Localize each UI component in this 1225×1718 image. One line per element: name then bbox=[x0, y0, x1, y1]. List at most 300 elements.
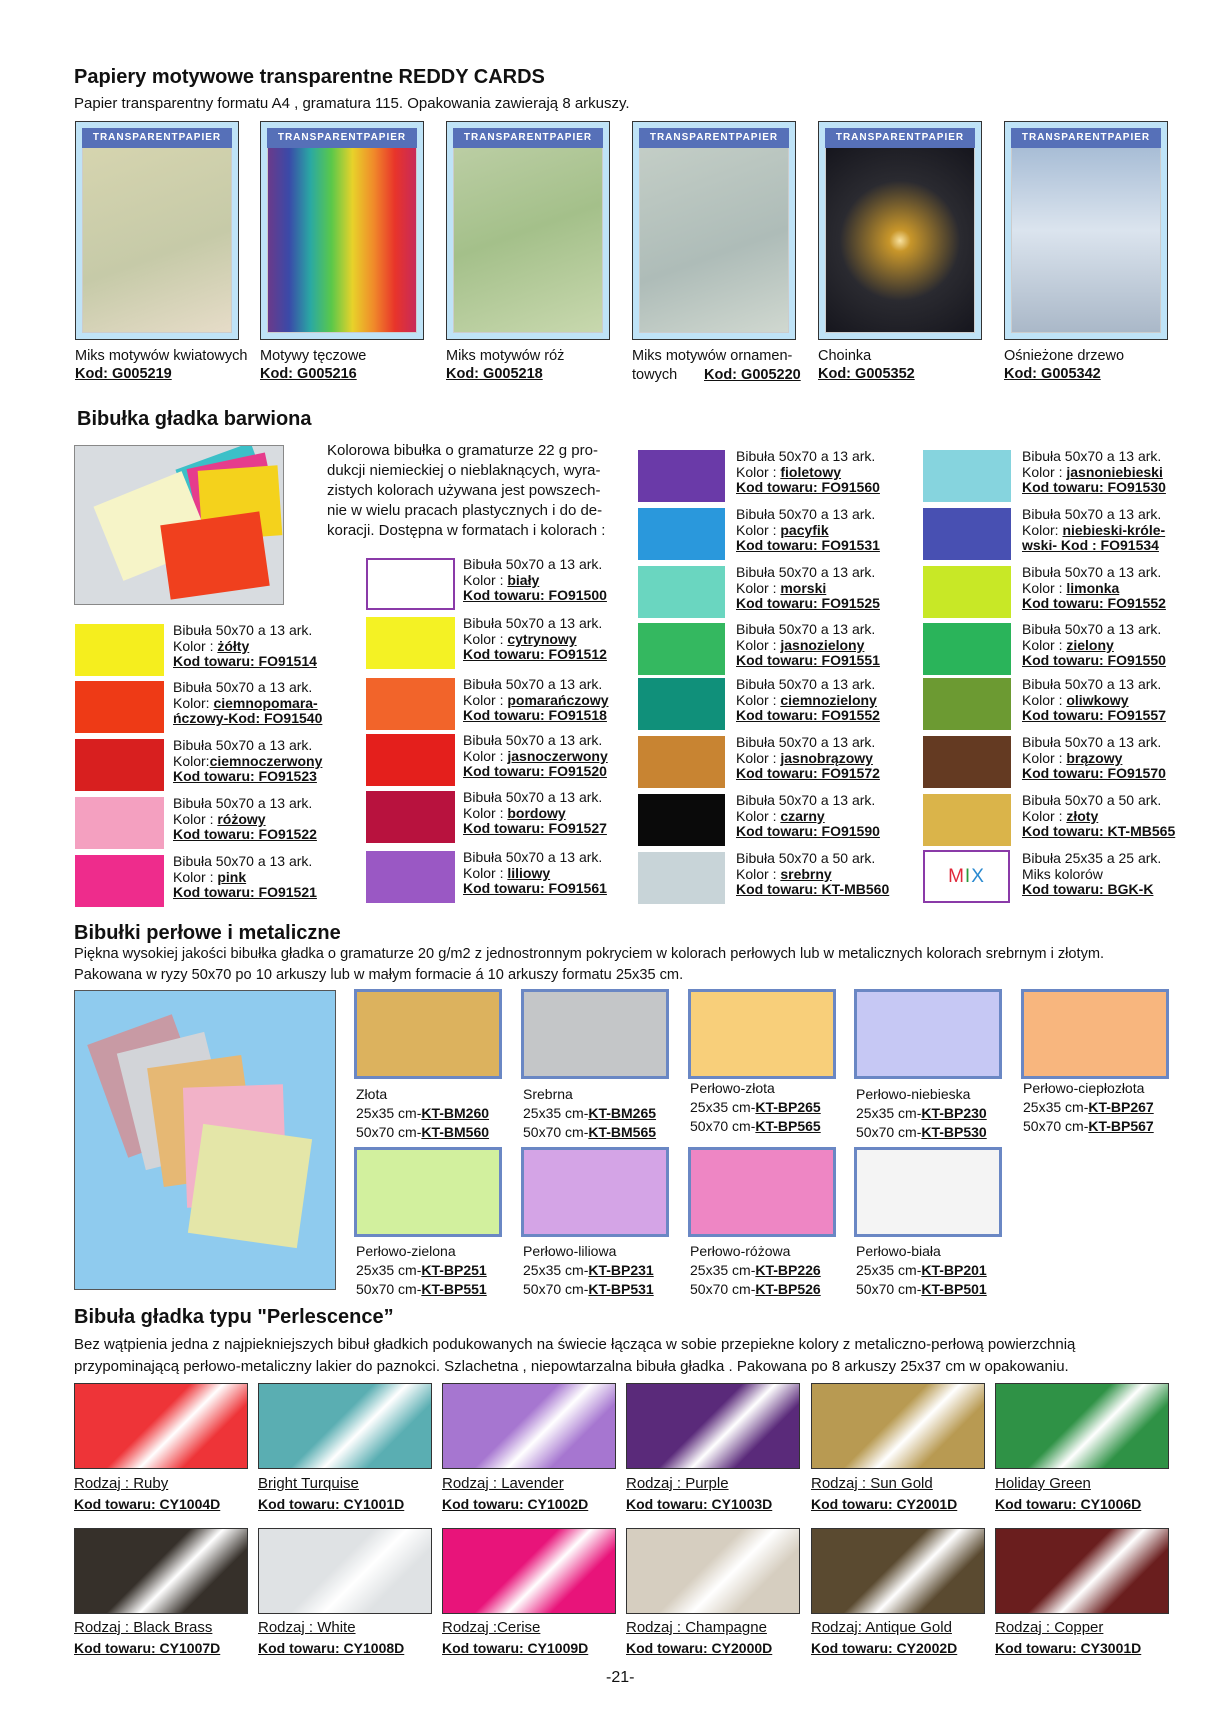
page-number: -21- bbox=[606, 1669, 635, 1686]
pearl-size: 25x35 cm- bbox=[523, 1262, 589, 1278]
tissue-code: Kod towaru: FO91561 bbox=[463, 880, 607, 897]
tissue-photo bbox=[74, 445, 284, 605]
tissue-color-line bbox=[173, 639, 317, 655]
pearl-name: Perłowo-liliowa bbox=[523, 1243, 617, 1259]
tissue-code: Kod towaru: FO91523 bbox=[173, 768, 317, 785]
pearl-code: KT-BP565 bbox=[755, 1118, 821, 1134]
tissue-color-line bbox=[736, 523, 880, 539]
perlescence-name: Rodzaj : Ruby bbox=[74, 1475, 169, 1492]
perlescence-swatch bbox=[258, 1528, 432, 1614]
tissue-code: Kod towaru: FO91522 bbox=[173, 826, 317, 843]
product-pack-image bbox=[267, 128, 417, 333]
product-pack-banner: TRANSPARENTPAPIER bbox=[453, 128, 603, 148]
color-swatch bbox=[638, 450, 725, 502]
tissue-color-line bbox=[463, 573, 607, 589]
pearl-code: KT-BP526 bbox=[755, 1281, 821, 1297]
perlescence-code: Kod towaru: CY1003D bbox=[626, 1496, 773, 1512]
tissue-color-label: Kolor : bbox=[736, 636, 781, 653]
tissue-color-value: niebieski-króle- bbox=[1062, 521, 1166, 538]
tissue-color-label: Kolor : bbox=[1022, 636, 1067, 653]
tissue-label bbox=[1022, 449, 1166, 496]
pearl-code: KT-BP251 bbox=[421, 1262, 487, 1278]
pearl-code: KT-BP226 bbox=[755, 1262, 821, 1278]
tissue-desc-line: nie w wielu pracach plastycznych i do de- bbox=[327, 502, 603, 519]
color-swatch bbox=[366, 851, 455, 903]
tissue-label bbox=[1022, 793, 1175, 840]
tissue-code: Kod towaru: BGK-K bbox=[1022, 881, 1154, 898]
tissue-code: Kod towaru: FO91552 bbox=[1022, 595, 1166, 612]
tissue-code: Kod towaru: KT-MB565 bbox=[1022, 823, 1176, 840]
perlescence-label bbox=[811, 1618, 957, 1658]
tissue-color-value: jasnoczerwony bbox=[507, 747, 608, 764]
color-swatch bbox=[75, 855, 164, 907]
tissue-label bbox=[1022, 565, 1166, 612]
perlescence-name: Rodzaj : Black Brass bbox=[74, 1619, 213, 1636]
tissue-size: Bibuła 50x70 a 13 ark. bbox=[173, 622, 313, 638]
perlescence-desc-line-1: Bez wątpienia jedna z najpiekniejszych bibuł gładkich podukowanych na świecie łącząca w sobie przepiekne kolory z metaliczno-perłową powierzchnią bbox=[74, 1336, 1076, 1353]
pearl-code: KT-BP567 bbox=[1088, 1118, 1154, 1134]
tissue-label bbox=[173, 623, 317, 670]
tissue-color-label: Kolor : bbox=[173, 637, 218, 654]
product-code-text: Kod: G005342 bbox=[1004, 366, 1101, 382]
tissue-code: Kod towaru: FO91590 bbox=[736, 823, 880, 840]
pearl-code: KT-BM260 bbox=[421, 1105, 490, 1121]
tissue-color-label: Kolor : bbox=[463, 630, 508, 647]
tissue-size: Bibuła 50x70 a 13 ark. bbox=[1022, 564, 1162, 580]
pearl-swatch bbox=[354, 989, 502, 1079]
tissue-label bbox=[463, 850, 607, 897]
pearl-size: 25x35 cm- bbox=[356, 1262, 422, 1278]
product-pack bbox=[446, 121, 610, 340]
product-name: Miks motywów ornamen- bbox=[632, 348, 793, 364]
tissue-desc-line: koracji. Dostępna w formatach i kolorach : bbox=[327, 522, 606, 539]
color-swatch bbox=[638, 794, 725, 846]
color-swatch bbox=[638, 736, 725, 788]
tissue-color-line bbox=[1022, 638, 1166, 654]
tissue-color-label: Kolor : bbox=[1022, 691, 1067, 708]
perlescence-desc-line-2: przypominającą perłowo-metaliczny lakier do paznokci. Szlachetna , niepowtarzalna bibuła gładka . Pakowana po 8 arkuszy 25x37 cm w opakowaniu. bbox=[74, 1358, 1069, 1375]
tissue-color-line bbox=[1022, 867, 1161, 883]
perlescence-name: Rodzaj : Lavender bbox=[442, 1475, 564, 1492]
tissue-size: Bibuła 25x35 a 25 ark. bbox=[1022, 850, 1162, 866]
tissue-color-value: pomarańczowy bbox=[507, 691, 609, 708]
perlescence-code: Kod towaru: CY1009D bbox=[442, 1640, 589, 1656]
pearl-label bbox=[523, 1242, 654, 1299]
tissue-color-line bbox=[736, 638, 880, 654]
color-swatch bbox=[923, 566, 1011, 618]
tissue-size: Bibuła 50x70 a 13 ark. bbox=[736, 564, 876, 580]
perlescence-name: Rodzaj : White bbox=[258, 1619, 356, 1636]
perlescence-swatch bbox=[74, 1383, 248, 1469]
tissue-color-label: Kolor : bbox=[1022, 463, 1067, 480]
tissue-size: Bibuła 50x70 a 13 ark. bbox=[1022, 506, 1162, 522]
perlescence-swatch bbox=[626, 1383, 800, 1469]
color-swatch bbox=[75, 681, 164, 733]
color-swatch bbox=[366, 558, 455, 610]
pearl-name: Perłowo-różowa bbox=[690, 1243, 791, 1259]
tissue-code: ńczowy-Kod: FO91540 bbox=[173, 710, 323, 727]
tissue-code: Kod towaru: FO91520 bbox=[463, 763, 607, 780]
product-code bbox=[1004, 367, 1101, 383]
color-swatch bbox=[923, 623, 1011, 675]
tissue-color-line bbox=[736, 867, 889, 883]
perlescence-code: Kod towaru: CY2002D bbox=[811, 1640, 958, 1656]
perlescence-label bbox=[626, 1618, 772, 1658]
tissue-label bbox=[173, 738, 322, 785]
tissue-color-label: Miks kolorów bbox=[1022, 865, 1103, 882]
tissue-code: Kod towaru: FO91552 bbox=[736, 707, 880, 724]
pearl-swatch bbox=[688, 989, 836, 1079]
product-name-cont: towych bbox=[632, 367, 678, 383]
perlescence-swatch bbox=[258, 1383, 432, 1469]
perlescence-name: Rodzaj : Sun Gold bbox=[811, 1475, 933, 1492]
tissue-description bbox=[327, 441, 605, 541]
tissue-color-label: Kolor : bbox=[1022, 749, 1067, 766]
product-pack-banner: TRANSPARENTPAPIER bbox=[267, 128, 417, 148]
tissue-color-line bbox=[1022, 465, 1166, 481]
color-swatch bbox=[923, 678, 1011, 730]
product-code-text: Kod: G005220 bbox=[704, 367, 801, 383]
pearl-size: 25x35 cm- bbox=[523, 1105, 589, 1121]
tissue-color-value: żółty bbox=[217, 637, 250, 654]
tissue-color-value: pacyfik bbox=[780, 521, 829, 538]
perlescence-label bbox=[258, 1618, 404, 1658]
product-code bbox=[704, 368, 801, 384]
pearl-size: 50x70 cm- bbox=[523, 1281, 589, 1297]
tissue-code: Kod towaru: FO91518 bbox=[463, 707, 607, 724]
tissue-label bbox=[173, 854, 317, 901]
tissue-color-line bbox=[173, 870, 317, 886]
tissue-size: Bibuła 50x70 a 50 ark. bbox=[736, 850, 876, 866]
perlescence-code: Kod towaru: CY1002D bbox=[442, 1496, 589, 1512]
mix-swatch bbox=[923, 850, 1010, 903]
pearl-swatch bbox=[521, 1147, 669, 1237]
pearl-size: 50x70 cm- bbox=[690, 1281, 756, 1297]
tissue-size: Bibuła 50x70 a 13 ark. bbox=[173, 795, 313, 811]
perlescence-swatch bbox=[995, 1383, 1169, 1469]
tissue-color-line bbox=[173, 754, 322, 770]
tissue-color-label: Kolor : bbox=[173, 868, 218, 885]
pearl-label bbox=[690, 1079, 821, 1136]
pearl-code: KT-BP501 bbox=[921, 1281, 987, 1297]
pearl-size: 50x70 cm- bbox=[356, 1124, 422, 1140]
tissue-color-line bbox=[463, 806, 607, 822]
pearl-code: KT-BM565 bbox=[588, 1124, 657, 1140]
pearl-code: KT-BP530 bbox=[921, 1124, 987, 1140]
tissue-color-value: czarny bbox=[780, 807, 825, 824]
tissue-label bbox=[1022, 507, 1165, 554]
tissue-size: Bibuła 50x70 a 13 ark. bbox=[463, 849, 603, 865]
pearl-label bbox=[690, 1242, 821, 1299]
tissue-color-line bbox=[736, 581, 880, 597]
pearl-swatch bbox=[688, 1147, 836, 1237]
perlescence-swatch bbox=[995, 1528, 1169, 1614]
tissue-color-value: brązowy bbox=[1066, 749, 1123, 766]
pearl-code: KT-BP267 bbox=[1088, 1099, 1154, 1115]
pearl-label bbox=[856, 1085, 987, 1142]
perlescence-code: Kod towaru: CY1004D bbox=[74, 1496, 221, 1512]
color-swatch bbox=[923, 794, 1011, 846]
tissue-color-line bbox=[463, 632, 607, 648]
perlescence-code: Kod towaru: CY3001D bbox=[995, 1640, 1142, 1656]
color-swatch bbox=[638, 852, 725, 904]
pearl-code: KT-BP230 bbox=[921, 1105, 987, 1121]
tissue-color-line bbox=[1022, 581, 1166, 597]
section-title-pearl: Bibułki perłowe i metaliczne bbox=[74, 922, 341, 944]
tissue-color-line bbox=[1022, 693, 1166, 709]
pearl-size: 50x70 cm- bbox=[690, 1118, 756, 1134]
mix-letter-x: X bbox=[971, 866, 985, 887]
product-pack-image bbox=[1011, 128, 1161, 333]
tissue-label bbox=[173, 796, 317, 843]
product-pack-banner: TRANSPARENTPAPIER bbox=[1011, 128, 1161, 148]
pearl-code: KT-BP531 bbox=[588, 1281, 654, 1297]
tissue-label bbox=[736, 677, 880, 724]
tissue-size: Bibuła 50x70 a 13 ark. bbox=[463, 615, 603, 631]
product-name: Motywy tęczowe bbox=[260, 348, 367, 364]
pearl-size: 25x35 cm- bbox=[356, 1105, 422, 1121]
tissue-size: Bibuła 50x70 a 13 ark. bbox=[1022, 734, 1162, 750]
pearl-label bbox=[523, 1085, 656, 1142]
tissue-color-value: bordowy bbox=[507, 804, 566, 821]
tissue-color-label: Kolor : bbox=[736, 865, 781, 882]
tissue-color-line bbox=[1022, 523, 1165, 539]
pearl-swatch bbox=[854, 1147, 1002, 1237]
perlescence-code: Kod towaru: CY2000D bbox=[626, 1640, 773, 1656]
tissue-code: Kod towaru: FO91530 bbox=[1022, 479, 1166, 496]
color-swatch bbox=[75, 624, 164, 676]
tissue-code: Kod towaru: FO91500 bbox=[463, 587, 607, 604]
tissue-code: Kod towaru: FO91521 bbox=[173, 884, 317, 901]
pearl-label bbox=[356, 1085, 489, 1142]
perlescence-label bbox=[74, 1618, 220, 1658]
tissue-code: wski- Kod : FO91534 bbox=[1022, 537, 1159, 554]
product-name: Ośnieżone drzewo bbox=[1004, 348, 1125, 364]
tissue-color-value: oliwkowy bbox=[1066, 691, 1129, 708]
pearl-label bbox=[356, 1242, 487, 1299]
section-title-tissue: Bibułka gładka barwiona bbox=[77, 408, 312, 430]
tissue-size: Bibuła 50x70 a 13 ark. bbox=[736, 734, 876, 750]
tissue-label bbox=[463, 616, 607, 663]
tissue-color-label: Kolor : bbox=[463, 571, 508, 588]
tissue-color-label: Kolor : bbox=[736, 463, 781, 480]
pearl-code: KT-BM265 bbox=[588, 1105, 657, 1121]
perlescence-name: Rodzaj: Antique Gold bbox=[811, 1619, 952, 1636]
perlescence-name: Rodzaj : Champagne bbox=[626, 1619, 767, 1636]
tissue-color-label: Kolor : bbox=[463, 864, 508, 881]
tissue-label bbox=[736, 565, 880, 612]
tissue-color-label: Kolor: bbox=[173, 752, 210, 769]
pearl-photo bbox=[74, 990, 336, 1290]
tissue-color-line bbox=[463, 866, 607, 882]
tissue-size: Bibuła 50x70 a 13 ark. bbox=[463, 789, 603, 805]
tissue-size: Bibuła 50x70 a 13 ark. bbox=[463, 676, 603, 692]
color-swatch bbox=[366, 734, 455, 786]
pearl-label bbox=[856, 1242, 987, 1299]
tissue-size: Bibuła 50x70 a 13 ark. bbox=[736, 792, 876, 808]
perlescence-swatch bbox=[811, 1383, 985, 1469]
perlescence-code: Kod towaru: CY1001D bbox=[258, 1496, 405, 1512]
perlescence-name: Holiday Green bbox=[995, 1475, 1091, 1492]
tissue-color-label: Kolor : bbox=[1022, 579, 1067, 596]
pearl-name: Srebrna bbox=[523, 1086, 573, 1102]
tissue-code: Kod towaru: FO91514 bbox=[173, 653, 317, 670]
tissue-color-label: Kolor : bbox=[736, 521, 781, 538]
tissue-size: Bibuła 50x70 a 13 ark. bbox=[736, 621, 876, 637]
perlescence-name: Rodzaj : Purple bbox=[626, 1475, 729, 1492]
perlescence-swatch bbox=[74, 1528, 248, 1614]
tissue-color-label: Kolor : bbox=[736, 691, 781, 708]
pearl-name: Perłowo-zielona bbox=[356, 1243, 456, 1259]
section-desc-transparent: Papier transparentny formatu A4 , gramatura 115. Opakowania zawierają 8 arkuszy. bbox=[74, 95, 630, 112]
pearl-size: 25x35 cm- bbox=[690, 1262, 756, 1278]
tissue-size: Bibuła 50x70 a 13 ark. bbox=[463, 556, 603, 572]
tissue-label bbox=[173, 680, 322, 727]
tissue-size: Bibuła 50x70 a 13 ark. bbox=[736, 506, 876, 522]
perlescence-swatch bbox=[626, 1528, 800, 1614]
tissue-color-value: limonka bbox=[1066, 579, 1120, 596]
perlescence-label bbox=[74, 1474, 220, 1514]
product-code bbox=[818, 367, 915, 383]
tissue-color-value: zielony bbox=[1066, 636, 1114, 653]
tissue-label bbox=[736, 851, 889, 898]
color-swatch bbox=[75, 797, 164, 849]
pearl-swatch bbox=[854, 989, 1002, 1079]
color-swatch bbox=[638, 623, 725, 675]
tissue-size: Bibuła 50x70 a 13 ark. bbox=[173, 853, 313, 869]
tissue-label bbox=[463, 733, 608, 780]
tissue-desc-line: dukcji niemieckiej o nieblaknących, wyra- bbox=[327, 462, 601, 479]
tissue-label bbox=[1022, 677, 1166, 724]
product-pack-banner: TRANSPARENTPAPIER bbox=[639, 128, 789, 148]
tissue-color-label: Kolor : bbox=[1022, 807, 1067, 824]
perlescence-code: Kod towaru: CY2001D bbox=[811, 1496, 958, 1512]
mix-letter-m: M bbox=[948, 866, 965, 887]
tissue-color-label: Kolor: bbox=[173, 694, 214, 711]
pearl-size: 25x35 cm- bbox=[1023, 1099, 1089, 1115]
perlescence-label bbox=[995, 1474, 1141, 1514]
pearl-name: Perłowo-złota bbox=[690, 1080, 775, 1096]
tissue-color-line bbox=[1022, 751, 1166, 767]
perlescence-label bbox=[811, 1474, 957, 1514]
tissue-label bbox=[463, 557, 607, 604]
tissue-color-label: Kolor : bbox=[736, 579, 781, 596]
tissue-color-label: Kolor : bbox=[463, 804, 508, 821]
tissue-color-value: morski bbox=[780, 579, 827, 596]
tissue-code: Kod towaru: FO91570 bbox=[1022, 765, 1166, 782]
perlescence-label bbox=[626, 1474, 772, 1514]
tissue-color-value: liliowy bbox=[507, 864, 551, 881]
color-swatch bbox=[638, 508, 725, 560]
tissue-color-value: ciemnoczerwony bbox=[209, 752, 323, 769]
tissue-label bbox=[736, 507, 880, 554]
tissue-code: Kod towaru: FO91531 bbox=[736, 537, 880, 554]
product-pack bbox=[818, 121, 982, 340]
tissue-label bbox=[736, 449, 880, 496]
tissue-label bbox=[1022, 851, 1161, 898]
product-pack bbox=[1004, 121, 1168, 340]
pearl-code: KT-BP201 bbox=[921, 1262, 987, 1278]
product-pack-image bbox=[453, 128, 603, 333]
tissue-label bbox=[736, 622, 880, 669]
tissue-color-value: fioletowy bbox=[780, 463, 842, 480]
pearl-size: 50x70 cm- bbox=[356, 1281, 422, 1297]
product-pack bbox=[632, 121, 796, 340]
pearl-code: KT-BP231 bbox=[588, 1262, 654, 1278]
tissue-code: Kod towaru: FO91557 bbox=[1022, 707, 1166, 724]
product-pack-image bbox=[639, 128, 789, 333]
product-code bbox=[446, 367, 543, 383]
pearl-desc-line-2: Pakowana w ryzy 50x70 po 10 arkuszy lub w małym formacie á 10 arkuszy formatu 25x35 cm. bbox=[74, 967, 684, 983]
pearl-name: Perłowo-biała bbox=[856, 1243, 941, 1259]
tissue-code: Kod towaru: FO91572 bbox=[736, 765, 880, 782]
pearl-code: KT-BM560 bbox=[421, 1124, 490, 1140]
tissue-color-line bbox=[463, 749, 608, 765]
tissue-code: Kod towaru: FO91527 bbox=[463, 820, 607, 837]
tissue-code: Kod towaru: FO91550 bbox=[1022, 652, 1166, 669]
tissue-desc-line: Kolorowa bibułka o gramaturze 22 g pro- bbox=[327, 442, 598, 459]
pearl-swatch bbox=[521, 989, 669, 1079]
pearl-size: 50x70 cm- bbox=[856, 1124, 922, 1140]
product-code bbox=[260, 367, 357, 383]
product-pack bbox=[260, 121, 424, 340]
color-swatch bbox=[638, 678, 725, 730]
color-swatch bbox=[923, 508, 1011, 560]
tissue-size: Bibuła 50x70 a 13 ark. bbox=[736, 676, 876, 692]
tissue-color-value: cytrynowy bbox=[507, 630, 577, 647]
perlescence-name: Rodzaj :Cerise bbox=[442, 1619, 541, 1636]
product-code-text: Kod: G005218 bbox=[446, 366, 543, 382]
product-pack-image bbox=[825, 128, 975, 333]
tissue-color-label: Kolor : bbox=[736, 749, 781, 766]
tissue-label bbox=[736, 735, 880, 782]
color-swatch bbox=[366, 791, 455, 843]
perlescence-code: Kod towaru: CY1006D bbox=[995, 1496, 1142, 1512]
tissue-color-label: Kolor: bbox=[1022, 521, 1063, 538]
mix-letter-i: I bbox=[964, 866, 972, 887]
color-swatch bbox=[366, 617, 455, 669]
pearl-name: Perłowo-ciepłozłota bbox=[1023, 1080, 1145, 1096]
section-title-transparent: Papiery motywowe transparentne REDDY CARDS bbox=[74, 66, 545, 88]
tissue-size: Bibuła 50x70 a 50 ark. bbox=[1022, 792, 1162, 808]
pearl-swatch bbox=[1021, 989, 1169, 1079]
pearl-code: KT-BP265 bbox=[755, 1099, 821, 1115]
tissue-color-line bbox=[736, 751, 880, 767]
pearl-desc-line-1: Piękna wysokiej jakości bibułka gładka o gramaturze 20 g/m2 z jednostronnym pokryciem w kolorach perłowych lub w metalicznych kolorach srebrnym i złotym. bbox=[74, 946, 1105, 962]
color-swatch bbox=[75, 739, 164, 791]
tissue-label bbox=[1022, 735, 1166, 782]
color-swatch bbox=[366, 678, 455, 730]
tissue-color-value: pink bbox=[217, 868, 247, 885]
pearl-size: 50x70 cm- bbox=[1023, 1118, 1089, 1134]
product-pack-image bbox=[82, 128, 232, 333]
color-swatch bbox=[923, 736, 1011, 788]
tissue-size: Bibuła 50x70 a 13 ark. bbox=[173, 679, 313, 695]
tissue-color-value: jasnoniebieski bbox=[1066, 463, 1163, 480]
product-code-text: Kod: G005216 bbox=[260, 366, 357, 382]
product-name: Miks motywów róż bbox=[446, 348, 565, 364]
tissue-color-value: srebrny bbox=[780, 865, 832, 882]
product-name: Choinka bbox=[818, 348, 872, 364]
perlescence-label bbox=[995, 1618, 1141, 1658]
pearl-size: 50x70 cm- bbox=[856, 1281, 922, 1297]
tissue-color-label: Kolor : bbox=[463, 747, 508, 764]
tissue-code: Kod towaru: FO91512 bbox=[463, 646, 607, 663]
tissue-color-label: Kolor : bbox=[736, 807, 781, 824]
pearl-size: 25x35 cm- bbox=[690, 1099, 756, 1115]
product-pack-banner: TRANSPARENTPAPIER bbox=[82, 128, 232, 148]
pearl-size: 50x70 cm- bbox=[523, 1124, 589, 1140]
